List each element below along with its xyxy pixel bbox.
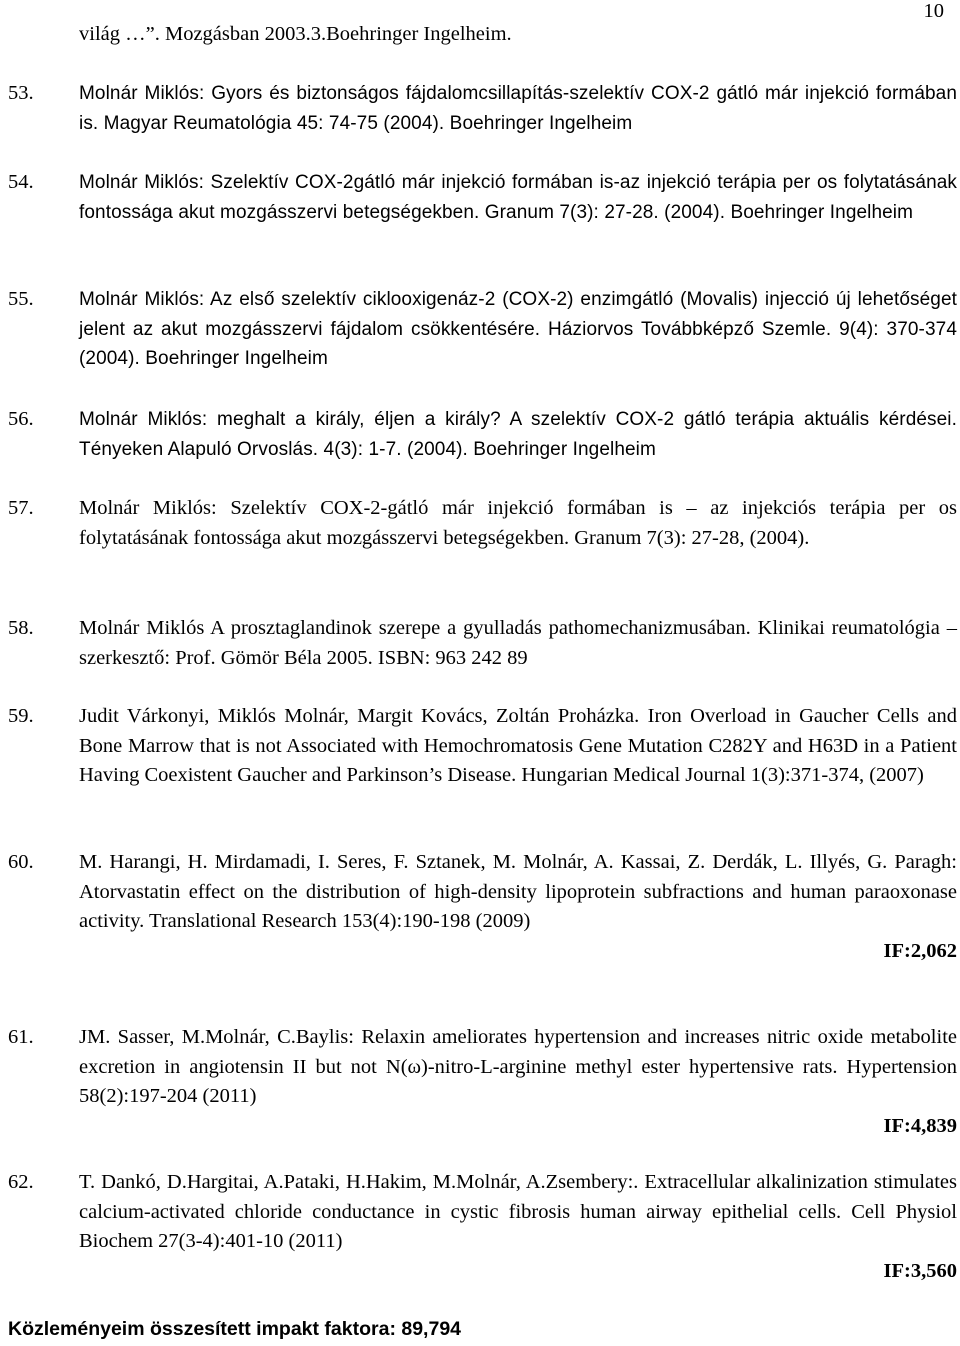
- reference-text: JM. Sasser, M.Molnár, C.Baylis: Relaxin ameliorates hypertension and increases nitric oxide metabolite excretion in angiotensin II but not N(ω)-nitro-L-arginine methyl ester hypertensive rats. Hypertension 58(2):197-204 (2011): [79, 1026, 957, 1107]
- reference-number: 62.: [8, 1171, 34, 1193]
- reference-text: T. Dankó, D.Hargitai, A.Pataki, H.Hakim, M.Molnár, A.Zsembery:. Extracellular alkalinization stimulates calcium-activated chloride conductance in cystic fibrosis human airway epithelial cells. Cell Physiol Biochem 27(3-4):401-10 (2011): [79, 1171, 957, 1252]
- reference-number: 59.: [8, 705, 34, 727]
- reference-number: 53.: [8, 82, 34, 104]
- reference-item: [0, 614, 957, 673]
- reference-item: [0, 702, 957, 791]
- reference-number: 60.: [8, 851, 34, 873]
- reference-item: [0, 1168, 957, 1286]
- reference-text: M. Harangi, H. Mirdamadi, I. Seres, F. Sztanek, M. Molnár, A. Kassai, Z. Derdák, L. Illyés, G. Paragh: Atorvastatin effect on the distribution of high-density lipoprotein subfractions and human paraoxonase activity. Translational Research 153(4):190-198 (2009): [79, 851, 957, 932]
- impact-factor: IF:3,560: [883, 1259, 957, 1282]
- reference-text: Judit Várkonyi, Miklós Molnár, Margit Kovács, Zoltán Proházka. Iron Overload in Gaucher Cells and Bone Marrow that is not Associated with Hemochromatosis Gene Mutation C282Y and H63D in a Patient Having Coexistent Gaucher and Parkinson’s Disease. Hungarian Medical Journal 1(3):371-374, (2007): [79, 705, 957, 786]
- reference-text: Molnár Miklós: Gyors és biztonságos fájdalomcsillapítás-szelektív COX-2 gátló már injekció formában is. Magyar Reumatológia 45: 74-75 (2004). Boehringer Ingelheim: [79, 83, 957, 134]
- impact-factor-summary: Közleményeim összesített impakt faktora: 89,794: [8, 1318, 462, 1340]
- impact-factor: IF:4,839: [883, 1114, 957, 1137]
- page-number: 10: [923, 0, 944, 22]
- reference-item: [0, 405, 957, 464]
- reference-text: Molnár Miklós: meghalt a király, éljen a király? A szelektív COX-2 gátló terápia aktuális kérdései. Tényeken Alapuló Orvoslás. 4(3): 1-7. (2004). Boehringer Ingelheim: [79, 409, 957, 460]
- reference-item: [0, 79, 957, 138]
- reference-text: Molnár Miklós: Szelektív COX-2gátló már injekció formában is-az injekció terápia per os folytatásának fontossága akut mozgásszervi betegségekben. Granum 7(3): 27-28. (2004). Boehringer Ingelheim: [79, 172, 957, 223]
- reference-item: [0, 848, 957, 966]
- reference-number: 55.: [8, 288, 34, 310]
- reference-item: [0, 1023, 957, 1141]
- reference-number: 58.: [8, 617, 34, 639]
- reference-item: [0, 168, 957, 227]
- impact-factor: IF:2,062: [883, 939, 957, 962]
- continuation-text: világ …”. Mozgásban 2003.3.Boehringer Ingelheim.: [79, 23, 512, 45]
- reference-number: 54.: [8, 171, 34, 193]
- reference-text: Molnár Miklós: Az első szelektív ciklooxigenáz-2 (COX-2) enzimgátló (Movalis) injecció új lehetőséget jelent az akut mozgásszervi fájdalom csökkentésére. Háziorvos Továbbképző Szemle. 9(4): 370-374 (2004). Boehringer Ingelheim: [79, 289, 957, 369]
- reference-text: Molnár Miklós: Szelektív COX-2-gátló már injekció formában is – az injekciós terápia per os folytatásának fontossága akut mozgásszervi betegségekben. Granum 7(3): 27-28, (2004).: [79, 497, 957, 549]
- reference-item: [0, 285, 957, 374]
- reference-number: 61.: [8, 1026, 34, 1048]
- reference-number: 57.: [8, 497, 34, 519]
- reference-number: 56.: [8, 408, 34, 430]
- reference-text: Molnár Miklós A prosztaglandinok szerepe a gyulladás pathomechanizmusában. Klinikai reumatológia – szerkesztő: Prof. Gömör Béla 2005. ISBN: 963 242 89: [79, 617, 957, 669]
- reference-item: [0, 494, 957, 553]
